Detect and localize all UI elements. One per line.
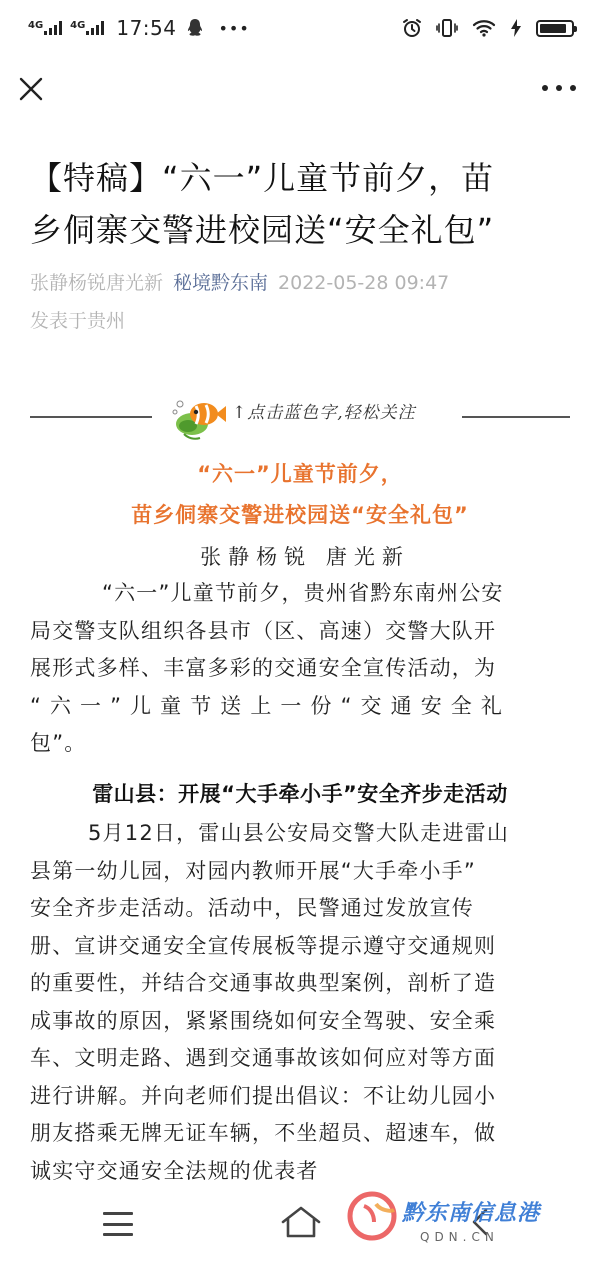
paragraph-line: 展形式多样、丰富多彩的交通安全宣传活动，为 [30,656,497,680]
paragraph-line: 朋友搭乘无牌无证车辆，不坐超员、超速车，做 [30,1121,497,1145]
signal-icon [70,21,104,35]
article-title [30,152,575,256]
close-icon[interactable] [16,74,46,104]
section-paragraph [30,815,570,1190]
signal-label: 4G [28,20,44,31]
qq-icon [186,18,204,38]
publish-datetime: 2022-05-28 09:47 [278,272,450,294]
fish-logo-icon [170,392,228,442]
status-left [28,16,250,40]
wifi-icon [472,18,496,38]
charging-icon [510,18,522,38]
paragraph-line: 车、文明走路、遇到交通事故该如何应对等方面 [30,1046,497,1070]
follow-banner [30,392,570,442]
status-time: 17:54 [116,16,177,40]
article-authors: 张静杨锐唐光新 [30,272,164,294]
alarm-icon [402,18,422,38]
sub-heading-line: 苗乡侗寨交警进校园送“安全礼包” [131,503,469,527]
paragraph-line: 诚实守交通安全法规的优表者 [30,1158,319,1183]
paragraph-line: 5月12日，雷山县公安局交警大队走进雷山 [88,821,510,845]
paragraph-line: 县第一幼儿园，对园内教师开展“大手牵小手” [30,858,476,883]
watermark-text: 黔东南信息港 [402,1200,541,1226]
paragraph-line: “ 六 一 ” 儿 童 节 送 上 一 份 “ 交 通 安 全 礼 [30,693,504,718]
publish-location: 发表于贵州 [30,310,126,332]
home-icon[interactable] [280,1204,322,1240]
paragraph-line: 局交警支队组织各县市（区、高速）交警大队开 [30,618,497,643]
article-meta [30,264,575,340]
battery-icon [536,20,574,37]
paragraph-line: 册、宣讲交通安全宣传展板等提示遵守交通规则 [30,933,497,958]
paragraph-line: “六一”儿童节前夕，贵州省黔东南州公安 [102,581,504,605]
more-icon[interactable] [542,78,576,98]
status-bar [0,0,600,56]
status-right [402,18,574,38]
vibrate-icon [436,18,458,38]
byline: 张静杨锐 唐光新 [200,545,410,569]
title-line: 乡侗寨交警进校园送“安全礼包” [30,211,495,249]
section-heading: 雷山县：开展“大手牵小手”安全齐步走活动 [92,782,508,806]
paragraph-line: 进行讲解。并向老师们提出倡议：不让幼儿园小 [30,1083,497,1108]
paragraph-line: 成事故的原因，紧紧围绕如何安全驾驶、安全乘 [30,1008,497,1033]
dots-indicator: ••• [218,18,250,38]
signal-label: 4G [70,20,86,31]
paragraph-line: 包”。 [30,731,87,755]
top-nav [0,62,600,118]
follow-prompt[interactable]: ↑点击蓝色字,轻松关注 [232,403,416,423]
watermark-url: QDN.CN [420,1230,499,1244]
account-link[interactable]: 秘境黔东南 [173,272,269,294]
paragraph-line: 的重要性，并结合交通事故典型案例，剖析了造 [30,971,497,995]
divider-line [462,416,570,418]
divider-line [30,416,152,418]
sub-heading-line: “六一”儿童节前夕， [197,462,403,486]
title-line: 【特稿】“六一”儿童节前夕，苗 [30,159,495,197]
intro-paragraph [30,575,570,763]
menu-icon[interactable] [103,1212,133,1236]
paragraph-line: 安全齐步走活动。活动中，民警通过发放宣传 [30,896,474,920]
signal-icon [28,21,62,35]
